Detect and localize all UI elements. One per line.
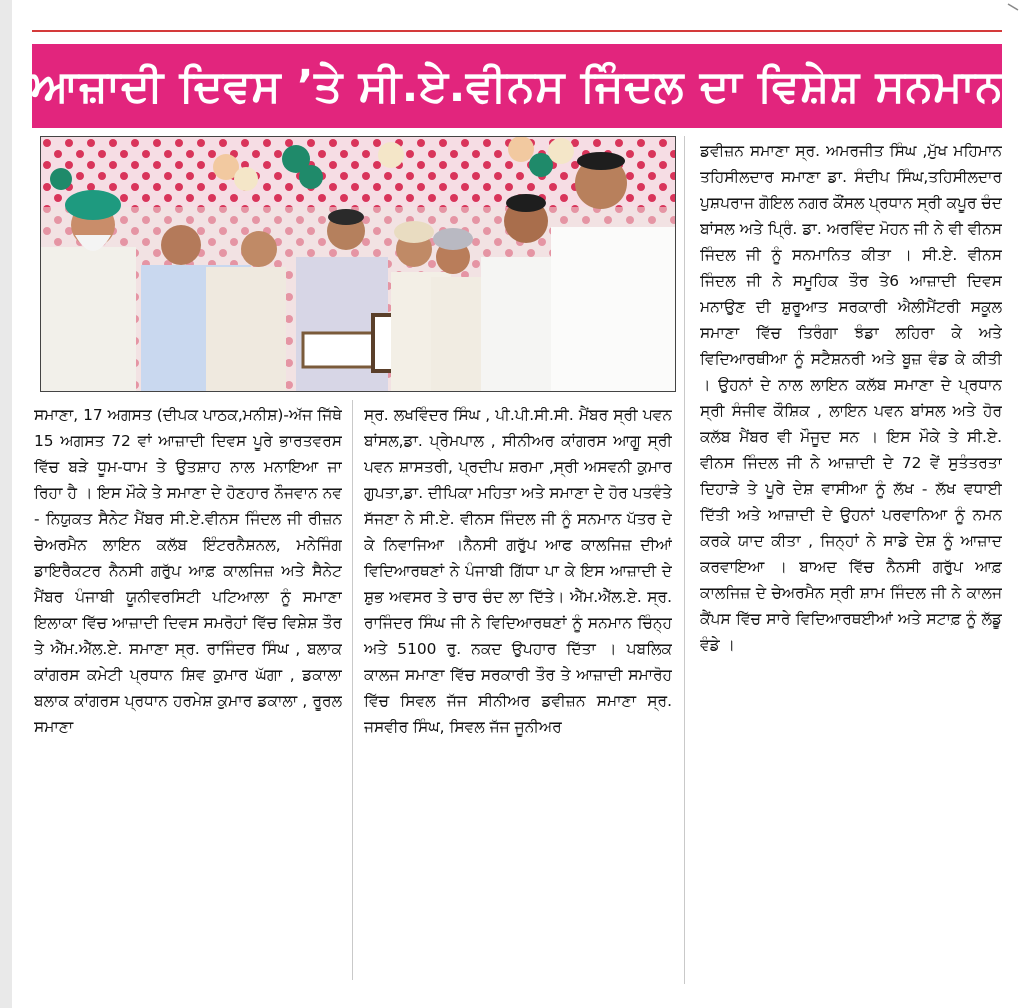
page-left-margin bbox=[0, 0, 12, 1008]
article-headline: ਆਜ਼ਾਦੀ ਦਿਵਸ ’ਤੇ ਸੀ.ਏ.ਵੀਨਸ ਜਿੰਦਲ ਦਾ ਵਿਸ਼ੇਸ਼ ਸਨਮਾਨ bbox=[30, 60, 1004, 112]
column-divider bbox=[684, 136, 685, 984]
column-1-text: ਸਮਾਣਾ, 17 ਅਗਸਤ (ਦੀਪਕ ਪਾਠਕ,ਮਨੀਸ਼)-ਅੱਜ ਜਿੱਥੇ 15 ਅਗਸਤ 72 ਵਾਂ ਆਜ਼ਾਦੀ ਦਿਵਸ ਪੂਰੇ ਭਾਰਤਵਰਸ ਵਿੱਚ ਬੜੇ ਧੂਮ-ਧਾਮ ਤੇ ਉਤਸ਼ਾਹ ਨਾਲ ਮਨਾਇਆ ਜਾ ਰਿਹਾ ਹੈ । ਇਸ ਮੌਕੇ ਤੇ ਸਮਾਣਾ ਦੇ ਹੋਣਹਾਰ ਨੌਜਵਾਨ ਨਵ - ਨਿਯੁਕਤ ਸੈਨੇਟ ਮੈਂਬਰ ਸੀ.ਏ.ਵੀਨਸ ਜਿੰਦਲ ਜੀ ਰੀਜ਼ਨ ਚੇਅਰਮੈਨ ਲਾਇਨ ਕਲੱਬ ਇੰਟਰਨੈਸ਼ਨਲ, ਮਨੇਜਿੰਗ ਡਾਇਰੈਕਟਰ ਨੈਨਸੀ ਗਰੁੱਪ ਆਫ਼ ਕਾਲਜਿਜ਼ ਅਤੇ ਸੈਨੇਟ ਮੈਂਬਰ ਪੰਜਾਬੀ ਯੂਨੀਵਰਸਿਟੀ ਪਟਿਆਲਾ ਨੂੰ ਸਮਾਣਾ ਇਲਾਕਾ ਵਿੱਚ ਆਜ਼ਾਦੀ ਦਿਵਸ ਸਮਰੋਹਾਂ ਵਿੱਚ ਵਿਸ਼ੇਸ਼ ਤੌਰ ਤੇ ਐੱਮ.ਐੱਲ.ਏ. ਸਮਾਣਾ ਸ੍ਰ. ਰਾਜਿੰਦਰ ਸਿੰਘ , ਬਲਾਕ ਕਾਂਗਰਸ ਕਮੇਟੀ ਪ੍ਰਧਾਨ ਸ਼ਿਵ ਕੁਮਾਰ ਘੱਗਾ , ਡਕਾਲਾ ਬਲਾਕ ਕਾਂਗਰਸ ਪ੍ਰਧਾਨ ਹਰਮੇਸ਼ ਕੁਮਾਰ ਡਕਾਲਾ , ਰੂਰਲ ਸਮਾਣਾ bbox=[34, 406, 342, 736]
column-2-text: ਸ੍ਰ. ਲਖਵਿੰਦਰ ਸਿੰਘ , ਪੀ.ਪੀ.ਸੀ.ਸੀ. ਮੈਂਬਰ ਸ੍ਰੀ ਪਵਨ ਬਾਂਸਲ,ਡਾ. ਪ੍ਰੇਮਪਾਲ , ਸੀਨੀਅਰ ਕਾਂਗਰਸ ਆਗੂ ਸ੍ਰੀ ਪਵਨ ਸ਼ਾਸਤਰੀ, ਪ੍ਰਦੀਪ ਸ਼ਰਮਾ ,ਸ੍ਰੀ ਅਸਵਨੀ ਕੁਮਾਰ ਗੁਪਤਾ,ਡਾ. ਦੀਪਿਕਾ ਮਹਿਤਾ ਅਤੇ ਸਮਾਣਾ ਦੇ ਹੋਰ ਪਤਵੰਤੇ ਸੱਜਣਾ ਨੇ ਸੀ.ਏ. ਵੀਨਸ ਜਿੰਦਲ ਜੀ ਨੂੰ ਸਨਮਾਨ ਪੱਤਰ ਦੇ ਕੇ ਨਿਵਾਜਿਆ ।ਨੈਨਸੀ ਗਰੁੱਪ ਆਫ ਕਾਲਜਿਜ਼ ਦੀਆਂ ਵਿਦਿਆਰਥਣਾਂ ਨੇ ਪੰਜਾਬੀ ਗਿੱਧਾ ਪਾ ਕੇ ਇਸ ਆਜ਼ਾਦੀ ਦੇ ਸ਼ੁਭ ਅਵਸਰ ਤੇ ਚਾਰ ਚੰਦ ਲਾ ਦਿੱਤੇ। ਐੱਮ.ਐੱਲ.ਏ. ਸ੍ਰ. ਰਾਜਿੰਦਰ ਸਿੰਘ ਜੀ ਨੇ ਵਿਦਿਆਰਥਣਾਂ ਨੂੰ ਸਨਮਾਨ ਚਿੰਨ੍ਹ ਅਤੇ 5100 ਰੁ. ਨਕਦ ਉਪਹਾਰ ਦਿੱਤਾ । ਪਬਲਿਕ ਕਾਲਜ ਸਮਾਣਾ ਵਿੱਚ ਸਰਕਾਰੀ ਤੌਰ ਤੇ ਆਜ਼ਾਦੀ ਸਮਾਰੋਹ ਵਿੱਚ ਸਿਵਲ ਜੱਜ ਸੀਨੀਅਰ ਡਵੀਜ਼ਨ ਸਮਾਣਾ ਸ੍ਰ. ਜਸਵੀਰ ਸਿੰਘ, ਸਿਵਲ ਜੱਜ ਜੂਨੀਅਰ bbox=[364, 406, 672, 736]
headline-banner bbox=[32, 44, 1002, 128]
news-photo bbox=[40, 136, 676, 392]
corner-fold-icon bbox=[1006, 2, 1020, 12]
column-3-text: ਡਵੀਜ਼ਨ ਸਮਾਣਾ ਸ੍ਰ. ਅਮਰਜੀਤ ਸਿੰਘ ,ਮੁੱਖ ਮਹਿਮਾਨ ਤਹਿਸੀਲਦਾਰ ਸਮਾਣਾ ਡਾ. ਸੰਦੀਪ ਸਿੰਘ,ਤਹਿਸੀਲਦਾਰ ਪੁਸ਼ਪਰਾਜ ਗੋਇਲ ਨਗਰ ਕੌਂਸਲ ਪ੍ਰਧਾਨ ਸ੍ਰੀ ਕਪੂਰ ਚੰਦ ਬਾਂਸਲ ਅਤੇ ਪ੍ਰਿੰ. ਡਾ. ਅਰਵਿੰਦ ਮੋਹਨ ਜੀ ਨੇ ਵੀ ਵੀਨਸ ਜਿੰਦਲ ਜੀ ਨੂੰ ਸਨਮਾਨਿਤ ਕੀਤਾ । ਸੀ.ਏ. ਵੀਨਸ ਜਿੰਦਲ ਜੀ ਨੇ ਸਮੂਹਿਕ ਤੌਰ ਤੇ6 ਆਜ਼ਾਦੀ ਦਿਵਸ ਮਨਾਉਣ ਦੀ ਸ਼ੁਰੂਆਤ ਸਰਕਾਰੀ ਐਲੀਮੈਂਟਰੀ ਸਕੂਲ ਸਮਾਣਾ ਵਿੱਚ ਤਿਰੰਗਾ ਝੰਡਾ ਲਹਿਰਾ ਕੇ ਅਤੇ ਵਿਦਿਆਰਥੀਆ ਨੂੰ ਸਟੈਸ਼ਨਰੀ ਅਤੇ ਬੂਜ਼ ਵੰਡ ਕੇ ਕੀਤੀ । ਉਹਨਾਂ ਦੇ ਨਾਲ ਲਾਇਨ ਕਲੱਬ ਸਮਾਣਾ ਦੇ ਪ੍ਰਧਾਨ ਸ੍ਰੀ ਸੰਜੀਵ ਕੌਸ਼ਿਕ , ਲਾਇਨ ਪਵਨ ਬਾਂਸਲ ਅਤੇ ਹੋਰ ਕਲੱਬ ਮੈਂਬਰ ਵੀ ਮੌਜੂਦ ਸਨ । ਇਸ ਮੌਕੇ ਤੇ ਸੀ.ਏ. ਵੀਨਸ ਜਿੰਦਲ ਜੀ ਨੇ ਆਜ਼ਾਦੀ ਦੇ 72 ਵੇਂ ਸੁਤੰਤਰਤਾ ਦਿਹਾੜੇ ਤੇ ਪੂਰੇ ਦੇਸ਼ ਵਾਸੀਆ ਨੂੰ ਲੱਖ - ਲੱਖ ਵਧਾਈ ਦਿੱਤੀ ਅਤੇ ਆਜ਼ਾਦੀ ਦੇ ਉਹਨਾਂ ਪਰਵਾਨਿਆ ਨੂੰ ਨਮਨ ਕਰਕੇ ਯਾਦ ਕੀਤਾ , ਜਿਨ੍ਹਾਂ ਨੇ ਸਾਡੇ ਦੇਸ਼ ਨੂੰ ਆਜ਼ਾਦ ਕਰਵਾਇਆ । ਬਾਅਦ ਵਿੱਚ ਨੈਨਸੀ ਗਰੁੱਪ ਆਫ਼ ਕਾਲਜਿਜ਼ ਦੇ ਚੇਅਰਮੈਨ ਸ੍ਰੀ ਸ਼ਾਮ ਜਿੰਦਲ ਜੀ ਨੇ ਕਾਲਜ ਕੈਂਪਸ ਵਿੱਚ ਸਾਰੇ ਵਿਦਿਆਰਥਈਆਂ ਅਤੇ ਸਟਾਫ਼ ਨੂੰ ਲੱਡੂ ਵੰਡੇ । bbox=[700, 142, 1002, 654]
article-column-3 bbox=[700, 138, 1002, 984]
top-divider-rule bbox=[32, 30, 1002, 32]
article-column-2 bbox=[364, 402, 672, 980]
article-column-1 bbox=[34, 402, 342, 980]
ceremony-photo-illustration bbox=[41, 137, 675, 391]
column-divider bbox=[352, 400, 353, 980]
